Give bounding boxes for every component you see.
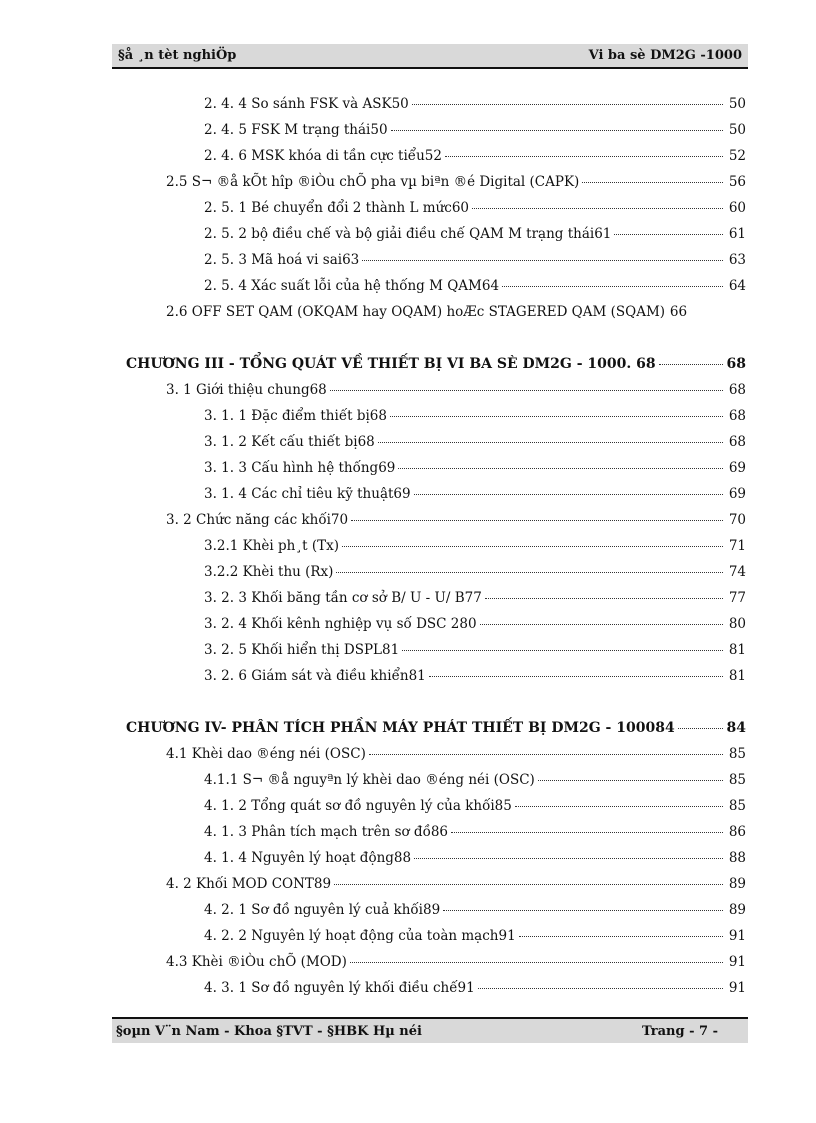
- toc-entry: 3. 2. 6 Giám sát và điều khiển81 81: [204, 668, 746, 684]
- toc-entry: 2. 5. 3 Mã hoá vi sai63 63: [204, 252, 746, 268]
- toc-entry: 3. 1. 3 Cấu hình hệ thống69 69: [204, 460, 746, 476]
- page-header: [112, 44, 748, 69]
- toc-entry: 4.1 Khèi dao ®éng néi (OSC) 85: [166, 746, 746, 762]
- toc-entry: 4. 1. 4 Nguyên lý hoạt động88 88: [204, 850, 746, 866]
- toc-entry: 3. 2. 3 Khối băng tần cơ sở B/ U - U/ B77 77: [204, 590, 746, 606]
- toc-entry: 2. 5. 4 Xác suất lỗi của hệ thống M QAM64 64: [204, 278, 746, 294]
- footer-author: §oµn V¨n Nam - Khoa §TVT - §HBK Hµ néi: [116, 1023, 422, 1039]
- toc-entry: 4. 1. 3 Phân tích mạch trên sơ đồ86 86: [204, 824, 746, 840]
- toc-chapter: CHƯƠNG IV- PHÂN TÍCH PHẦN MÁY PHÁT THIẾT BỊ DM2G - 100084 84: [126, 720, 746, 736]
- toc-entry: 4. 2. 1 Sơ đồ nguyên lý cuả khối89 89: [204, 902, 746, 918]
- toc-entry: 3.2.1 Khèi ph¸t (Tx) 71: [204, 538, 746, 554]
- page-number: Trang - 7 -: [642, 1023, 718, 1039]
- toc-entry: 3.2.2 Khèi thu (Rx) 74: [204, 564, 746, 580]
- header-left-title: §å ¸n tèt nghiÖp: [118, 48, 237, 63]
- header-right-title: Vi ba sè DM2G -1000: [588, 48, 742, 63]
- toc-entry: 2.5 S¬ ®å kÕt hîp ®iÒu chÕ pha vµ biªn ®é Digital (CAPK) 56: [166, 174, 746, 190]
- toc-entry: 2. 4. 4 So sánh FSK và ASK50 50: [204, 96, 746, 112]
- toc-entry: 3. 2. 5 Khối hiển thị DSPL81 81: [204, 642, 746, 658]
- toc-entry: 2. 5. 1 Bé chuyển đổi 2 thành L mức60 60: [204, 200, 746, 216]
- toc-entry: 2. 5. 2 bộ điều chế và bộ giải điều chế QAM M trạng thái61 61: [204, 226, 746, 242]
- toc-entry: 4. 3. 1 Sơ đồ nguyên lý khối điều chế91 91: [204, 980, 746, 996]
- toc-entry: 3. 1 Giới thiệu chung68 68: [166, 382, 746, 398]
- toc-entry: 3. 2 Chức năng các khối70 70: [166, 512, 746, 528]
- toc-entry: 3. 2. 4 Khối kênh nghiệp vụ số DSC 280 80: [204, 616, 746, 632]
- toc-entry: 3. 1. 2 Kết cấu thiết bị68 68: [204, 434, 746, 450]
- page-footer: [112, 1017, 748, 1043]
- toc-entry: 4. 2 Khối MOD CONT89 89: [166, 876, 746, 892]
- toc-entry: 2. 4. 5 FSK M trạng thái50 50: [204, 122, 746, 138]
- toc-entry: 2.6 OFF SET QAM (OKQAM hay OQAM) hoÆc STAGERED QAM (SQAM) 66: [166, 304, 688, 320]
- toc-entry: 3. 1. 4 Các chỉ tiêu kỹ thuật69 69: [204, 486, 746, 502]
- toc-entry: 4.3 Khèi ®iÒu chÕ (MOD) 91: [166, 954, 746, 970]
- toc-chapter: CHƯƠNG III - TỔNG QUÁT VỀ THIẾT BỊ VI BA SÈ DM2G - 1000. 68 68: [126, 356, 746, 372]
- toc-entry: 4. 1. 2 Tổng quát sơ đồ nguyên lý của khối85 85: [204, 798, 746, 814]
- toc-entry: 2. 4. 6 MSK khóa di tần cực tiểu52 52: [204, 148, 746, 164]
- toc-entry: 3. 1. 1 Đặc điểm thiết bị68 68: [204, 408, 746, 424]
- toc-entry: 4. 2. 2 Nguyên lý hoạt động của toàn mạch91 91: [204, 928, 746, 944]
- toc-entry: 4.1.1 S¬ ®å nguyªn lý khèi dao ®éng néi (OSC) 85: [204, 772, 746, 788]
